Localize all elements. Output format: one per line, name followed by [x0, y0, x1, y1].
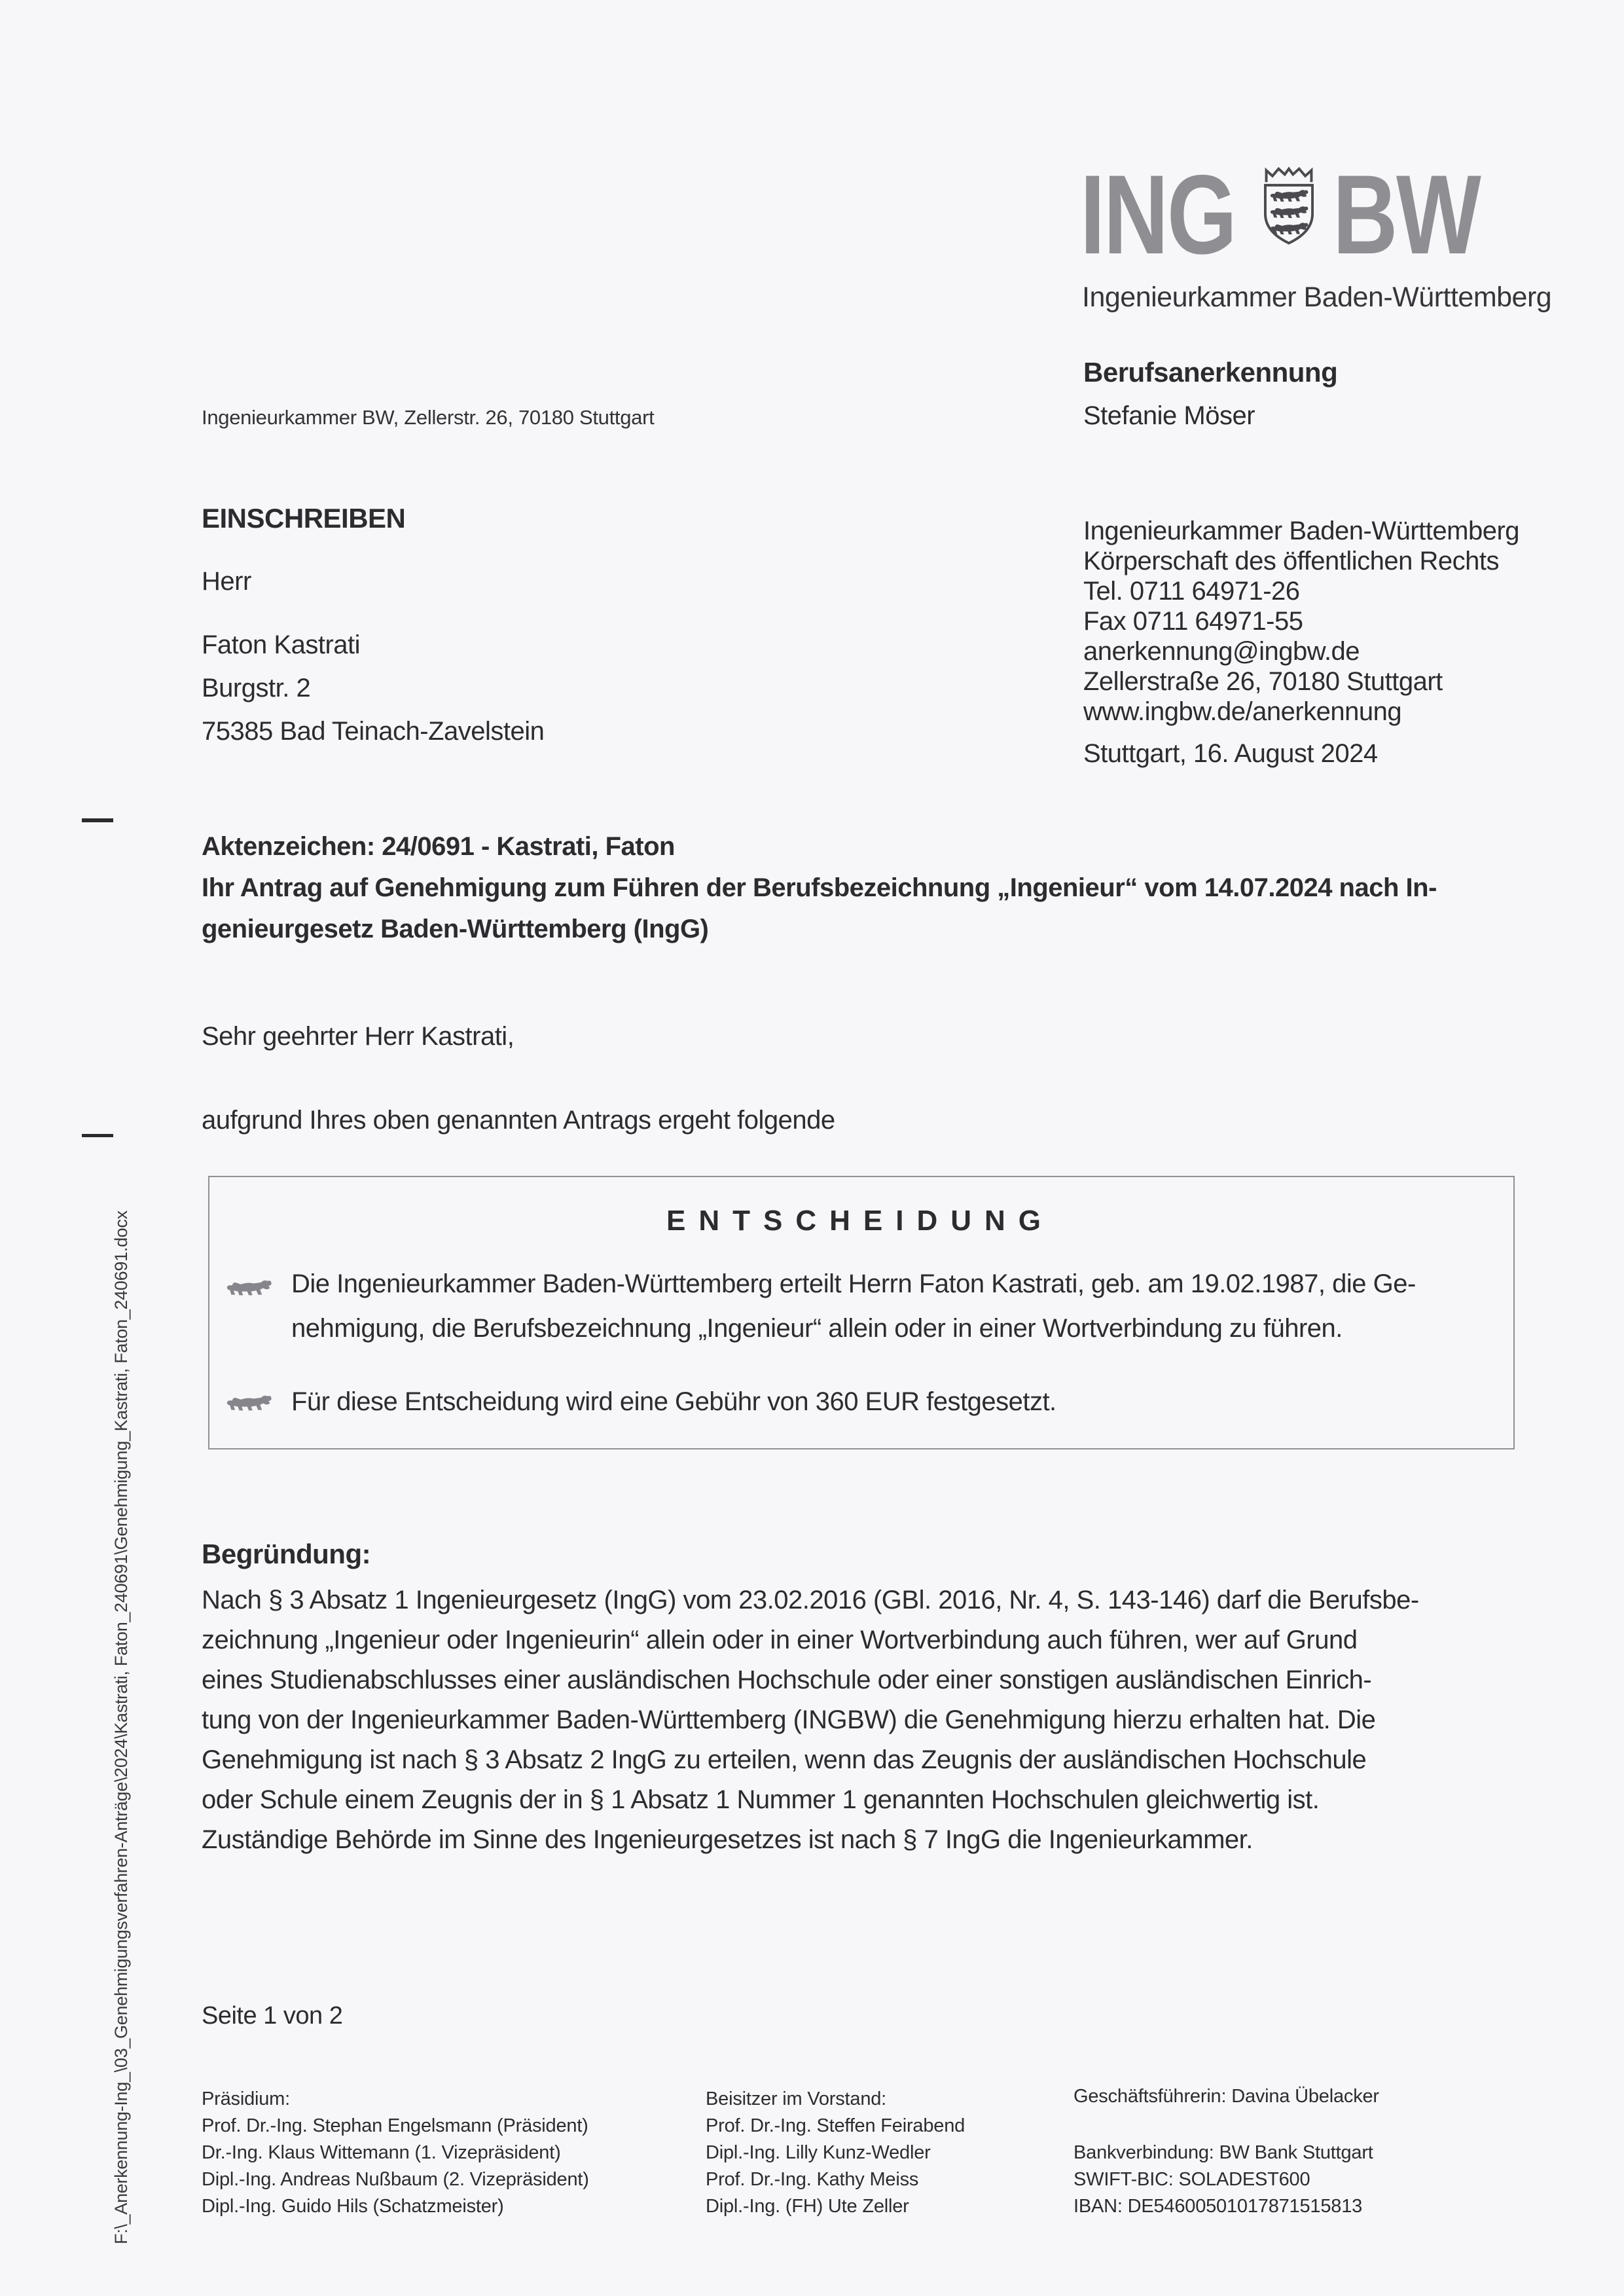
footer-management: Geschäftsführerin: Davina Übelacker [1074, 2086, 1379, 2107]
footer-line: Dipl.-Ing. (FH) Ute Zeller [706, 2196, 909, 2217]
body-line: tung von der Ingenieurkammer Baden-Württemberg (INGBW) die Genehmigung hierzu erhalten hat. Die [202, 1705, 1376, 1734]
footer-column-title: Präsidium: [202, 2088, 290, 2109]
footer-line: Dr.-Ing. Klaus Wittemann (1. Vizepräsident) [202, 2142, 561, 2163]
footer-bank-line: Bankverbindung: BW Bank Stuttgart [1074, 2142, 1373, 2163]
recipient-line: 75385 Bad Teinach-Zavelstein [202, 717, 545, 746]
begruendung-paragraph [202, 1580, 1419, 1860]
footer-praesidium [202, 2086, 589, 2220]
footer-line: Dipl.-Ing. Andreas Nußbaum (2. Vizepräsident) [202, 2169, 589, 2190]
subject-reference: Aktenzeichen: 24/0691 - Kastrati, Faton [202, 832, 675, 861]
contact-line: Tel. 0711 64971-26 [1083, 577, 1300, 606]
body-line: zeichnung „Ingenieur oder Ingenieurin“ allein oder in einer Wortverbindung auch führen, wer auf Grund [202, 1626, 1358, 1654]
logo-tagline: Ingenieurkammer Baden-Württemberg [1082, 282, 1552, 313]
footer-bank-line: IBAN: DE54600501017871515813 [1074, 2196, 1363, 2217]
begruendung-heading: Begründung: [202, 1539, 371, 1569]
delivery-type: EINSCHREIBEN [202, 503, 406, 534]
return-address-line: Ingenieurkammer BW, Zellerstr. 26, 70180 Stuttgart [202, 406, 655, 429]
contact-department: Berufsanerkennung [1083, 357, 1338, 388]
footer-line: Prof. Dr.-Ing. Stephan Engelsmann (Präsident) [202, 2115, 588, 2136]
body-line: Genehmigung ist nach § 3 Absatz 2 IngG zu erteilen, wenn das Zeugnis der ausländischen Hochschule [202, 1745, 1367, 1774]
decision-item-line: nehmigung, die Berufsbezeichnung „Ingenieur“ allein oder in einer Wortverbindung zu führen. [291, 1314, 1343, 1343]
recipient-line: Burgstr. 2 [202, 674, 311, 702]
bw-crest-icon [1258, 153, 1320, 259]
recipient-line: Herr [202, 567, 251, 596]
page-indicator: Seite 1 von 2 [202, 2002, 343, 2030]
decision-item-line: Für diese Entscheidung wird eine Gebühr von 360 EUR festgesetzt. [291, 1387, 1056, 1416]
contact-line: Fax 0711 64971-55 [1083, 607, 1303, 636]
bw-lion-icon [225, 1393, 272, 1415]
subject-line: genieurgesetz Baden-Württemberg (IngG) [202, 915, 709, 943]
decision-item-line: Die Ingenieurkammer Baden-Württemberg erteilt Herrn Faton Kastrati, geb. am 19.02.1987, die Ge- [291, 1269, 1416, 1298]
footer-line: Dipl.-Ing. Guido Hils (Schatzmeister) [202, 2196, 504, 2217]
fold-mark [82, 1134, 113, 1137]
logo-word-ing: ING [1080, 152, 1236, 278]
intro-line: aufgrund Ihres oben genannten Antrags ergeht folgende [202, 1106, 835, 1135]
fold-mark [82, 818, 113, 822]
footer-line: Dipl.-Ing. Lilly Kunz-Wedler [706, 2142, 931, 2163]
bw-lion-icon [225, 1278, 272, 1300]
body-line: Nach § 3 Absatz 1 Ingenieurgesetz (IngG) vom 23.02.2016 (GBl. 2016, Nr. 4, S. 143-146) darf die Berufsbe- [202, 1586, 1419, 1614]
sidebar-file-path: F:\_Anerkennung-Ing_\03_Genehmigungsverfahren-Anträge\2024\Kastrati, Faton_240691\Genehmigung_Kastrati, Faton_240691.docx [111, 1211, 131, 2244]
subject-line: Ihr Antrag auf Genehmigung zum Führen der Berufsbezeichnung „Ingenieur“ vom 14.07.2024 nach In- [202, 873, 1437, 902]
footer-line: Prof. Dr.-Ing. Kathy Meiss [706, 2169, 919, 2190]
contact-person: Stefanie Möser [1083, 401, 1255, 430]
dateline: Stuttgart, 16. August 2024 [1083, 739, 1378, 768]
contact-line: Zellerstraße 26, 70180 Stuttgart [1083, 667, 1443, 696]
footer-bank-line: SWIFT-BIC: SOLADEST600 [1074, 2169, 1310, 2190]
footer-line: Prof. Dr.-Ing. Steffen Feirabend [706, 2115, 965, 2136]
contact-line: Ingenieurkammer Baden-Württemberg [1083, 517, 1520, 545]
body-line: Zuständige Behörde im Sinne des Ingenieurgesetzes ist nach § 7 IngG die Ingenieurkammer. [202, 1825, 1253, 1854]
body-line: oder Schule einem Zeugnis der in § 1 Absatz 1 Nummer 1 genannten Hochschulen gleichwertig ist. [202, 1785, 1320, 1814]
footer-beisitzer [706, 2086, 965, 2220]
decision-title: ENTSCHEIDUNG [666, 1205, 1055, 1237]
contact-email: anerkennung@ingbw.de [1083, 637, 1360, 666]
contact-website: www.ingbw.de/anerkennung [1083, 697, 1402, 726]
footer-bank [1074, 2140, 1373, 2220]
body-line: eines Studienabschlusses einer ausländischen Hochschule oder einer sonstigen ausländischen Einrich- [202, 1666, 1372, 1694]
recipient-line: Faton Kastrati [202, 630, 361, 659]
logo-word-bw: BW [1333, 152, 1480, 278]
salutation: Sehr geehrter Herr Kastrati, [202, 1022, 514, 1051]
contact-line: Körperschaft des öffentlichen Rechts [1083, 547, 1499, 575]
footer-column-title: Beisitzer im Vorstand: [706, 2088, 887, 2109]
